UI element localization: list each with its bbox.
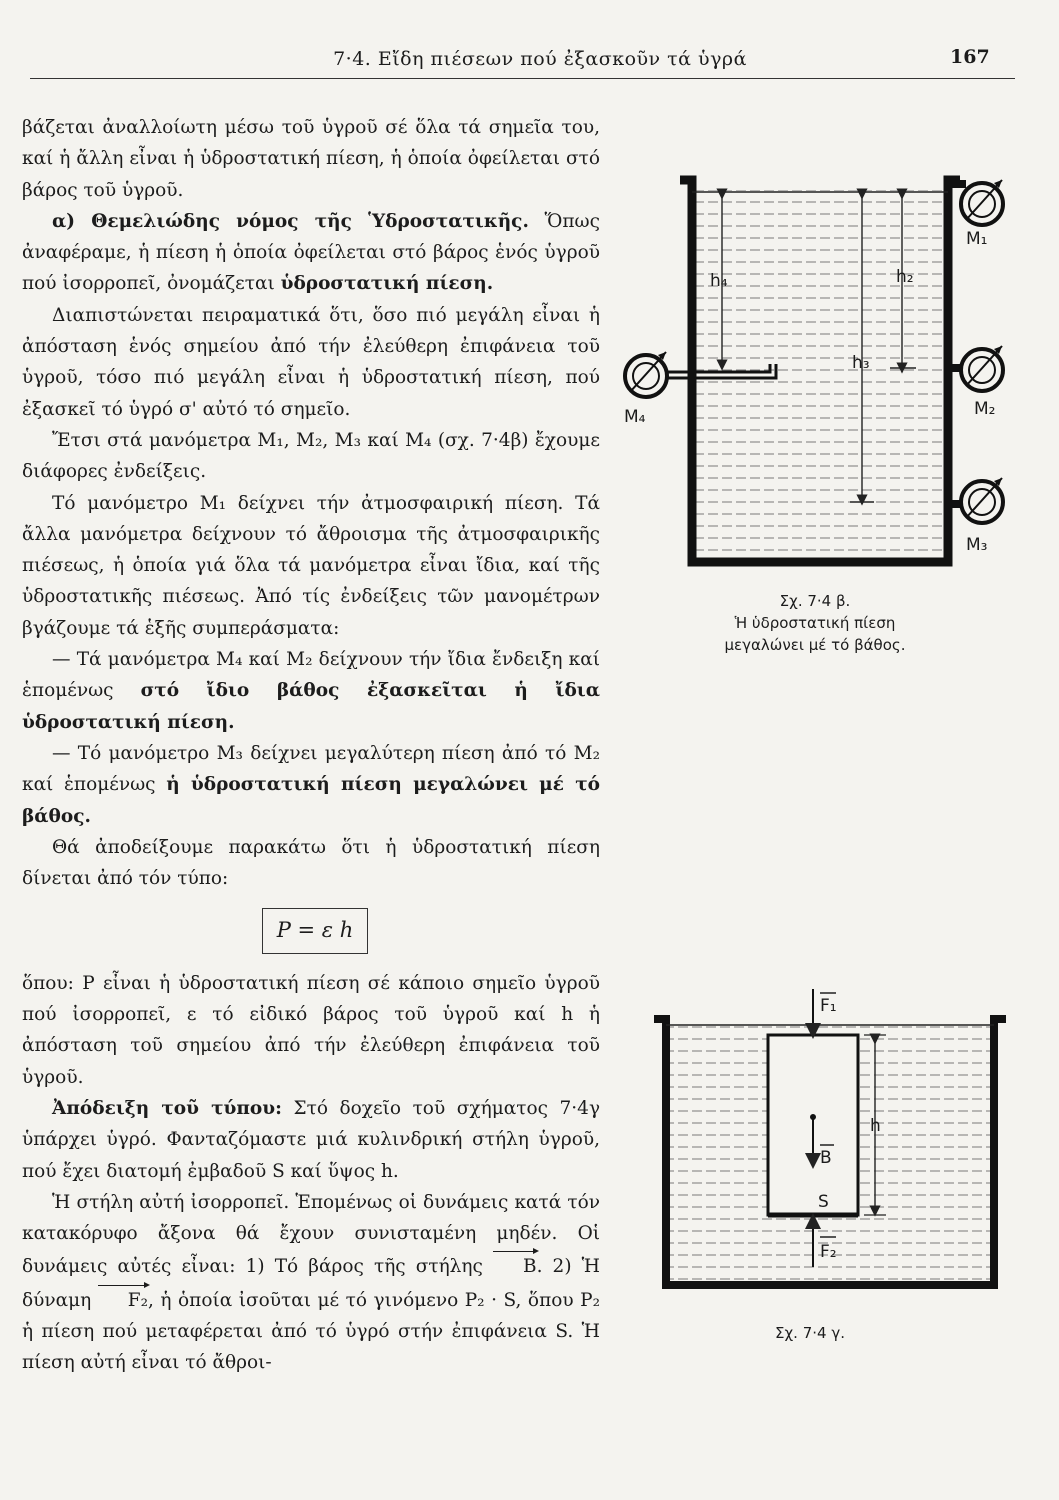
vector-F2: F₂ bbox=[98, 1283, 148, 1316]
paragraph-6 bbox=[22, 644, 600, 738]
proof-heading: Ἀπόδειξη τοῦ τύπου: bbox=[52, 1097, 282, 1119]
label-s: S bbox=[818, 1192, 829, 1212]
paragraph-5: Τό μανόμετρο M₁ δείχνει τήν ἀτμοσφαιρική πίεση. Τά ἄλλα μανόμετρα δείχνουν τό ἄθροισμα τῆς ἀτμοσφαιρικῆς πιέσεως, ἡ ὁποία γιά ὅλα τά μανόμετρα εἶναι ἴδια, καί τῆς ὑδροστατικῆς πιέσεως. Ἀπό τίς ἐνδείξεις τῶν μανομέτρων βγάζουμε τά ἑξῆς συμπεράσματα: bbox=[22, 492, 600, 639]
manometer-m2 bbox=[948, 346, 1003, 391]
liquid-fill bbox=[692, 190, 948, 562]
paragraph-1: βάζεται ἀναλλοίωτη μέσω τοῦ ὑγροῦ σέ ὅλα τά σημεῖα του, καί ἡ ἄλλη εἶναι ἡ ὑδροστατική πίεση, ἡ ὁποία ὀφείλεται στό βάρος τοῦ ὑγροῦ. bbox=[22, 117, 600, 201]
figure-7-4c-caption: Σχ. 7·4 γ. bbox=[775, 1324, 845, 1342]
paragraph-11-a: Ἡ στήλη αὐτή ἰσορροπεῖ. Ἑπομένως οἱ δυνάμεις κατά τόν κατακόρυφο ἄξονα θά ἔχουν συνισταμένη μηδέν. Οἱ δυνάμεις αὐτές εἶναι: 1) Τό βάρος τῆς στήλης bbox=[22, 1191, 600, 1278]
paragraph-11-b: . 2) Ἡ δύναμη bbox=[22, 1256, 600, 1311]
paragraph-4: Ἔτσι στά μανόμετρα M₁, M₂, M₃ καί M₄ (σχ. 7·4β) ἔχουμε διάφορες ἐνδείξεις. bbox=[22, 429, 600, 483]
page-header bbox=[0, 0, 1059, 80]
label-f2: F₂ bbox=[820, 1242, 837, 1262]
label-m4: M₄ bbox=[624, 407, 646, 427]
formula-box: P = ε h bbox=[262, 908, 368, 953]
figure-7-4b-caption bbox=[615, 590, 1015, 656]
running-title: 7·4. Εἴδη πιέσεων πού ἐξασκοῦν τά ὑγρά bbox=[333, 48, 747, 70]
label-f1: F₁ bbox=[820, 996, 837, 1016]
paragraph-3: Διαπιστώνεται πειραματικά ὅτι, ὅσο πιό μεγάλη εἶναι ἡ ἀπόσταση ἑνός σημείου ἀπό τήν ἐλεύθερη ἐπιφάνεια τοῦ ὑγροῦ, τόσο πιό μεγάλη εἶναι ἡ ὑδροστατική πίεση, πού ἐξασκεῖ τό ὑγρό σ' αὐτό τό σημεῖο. bbox=[22, 304, 600, 420]
section-heading-hydrostatic-law: α) Θεμελιώδης νόμος τῆς Ὑδροστατικῆς. bbox=[52, 210, 529, 232]
paragraph-8: Θά ἀποδείξουμε παρακάτω ὅτι ἡ ὑδροστατική πίεση δίνεται ἀπό τόν τύπο: bbox=[22, 836, 600, 890]
paragraph-6-text: — Τά μανόμετρα M₄ καί M₂ δείχνουν τήν ἴδια ἔνδειξη καί ἑπομένως bbox=[22, 649, 600, 702]
label-m1: M₁ bbox=[966, 229, 988, 249]
conclusion-same-depth: στό ἴδιο βάθος ἐξασκεῖται ἡ ἴδια ὑδροστατική πίεση. bbox=[22, 680, 600, 733]
figure-7-4b-caption-text: Ἡ ὑδροστατική πίεση μεγαλώνει μέ τό βάθος. bbox=[724, 614, 906, 654]
vector-B: B bbox=[493, 1249, 537, 1282]
conclusion-depth-increase: ἡ ὑδροστατική πίεση μεγαλώνει μέ τό βάθος. bbox=[22, 774, 600, 827]
paragraph-7 bbox=[22, 738, 600, 832]
figure-7-4b bbox=[610, 160, 1040, 590]
header-rule bbox=[30, 78, 1015, 79]
paragraph-11-c: , ἡ ὁποία ἰσοῦται μέ τό γινόμενο P₂ · S, ὅπου P₂ ἡ πίεση πού μεταφέρεται ἀπό τό ὑγρό στήν ἐπιφάνεια S. Ἡ πίεση αὐτή εἶναι τό ἄθροι- bbox=[22, 1289, 600, 1374]
paragraph-10-text: Στό δοχεῖο τοῦ σχήματος 7·4γ ὑπάρχει ὑγρό. Φανταζόμαστε μιά κυλινδρική στήλη ὑγροῦ, πού ἔχει διατομή ἐμβαδοῦ S καί ὕψος h. bbox=[22, 1097, 601, 1182]
figure-7-4b-caption-title: Σχ. 7·4 β. bbox=[779, 592, 851, 610]
paragraph-2-text: Ὅπως ἀναφέραμε, ἡ πίεση ἡ ὁποία ὀφείλεται στό βάρος ἑνός ὑγροῦ πού ἰσορροπεῖ, ὀνομάζεται bbox=[22, 210, 600, 295]
manometer-m3 bbox=[948, 478, 1003, 523]
label-m3: M₃ bbox=[966, 535, 988, 555]
paragraph-2 bbox=[22, 206, 600, 300]
paragraph-11 bbox=[22, 1187, 600, 1379]
label-h3: h₃ bbox=[852, 353, 870, 373]
main-text-column bbox=[22, 112, 600, 1379]
label-b: B bbox=[820, 1148, 832, 1168]
label-h: h bbox=[870, 1116, 881, 1136]
page-number: 167 bbox=[950, 46, 990, 68]
label-m2: M₂ bbox=[974, 399, 996, 419]
paragraph-7-text: — Τό μανόμετρο M₃ δείχνει μεγαλύτερη πίεση ἀπό τό M₂ καί ἑπομένως bbox=[22, 742, 600, 796]
paragraph-9: ὅπου: P εἶναι ἡ ὑδροστατική πίεση σέ κάποιο σημεῖο ὑγροῦ πού ἰσορροπεῖ, ε τό εἰδικό βάρος τοῦ ὑγροῦ καί h ἡ ἀπόσταση τοῦ σημείου ἀπό τήν ἐλεύθερη ἐπιφάνεια τοῦ ὑγροῦ. bbox=[22, 972, 600, 1088]
label-h4: h₄ bbox=[710, 271, 728, 291]
figure-7-4c bbox=[650, 985, 1010, 1325]
paragraph-10 bbox=[22, 1093, 600, 1187]
label-h2: h₂ bbox=[896, 267, 914, 287]
term-hydrostatic-pressure: ὑδροστατική πίεση. bbox=[280, 273, 494, 295]
manometer-m1 bbox=[946, 180, 1003, 225]
